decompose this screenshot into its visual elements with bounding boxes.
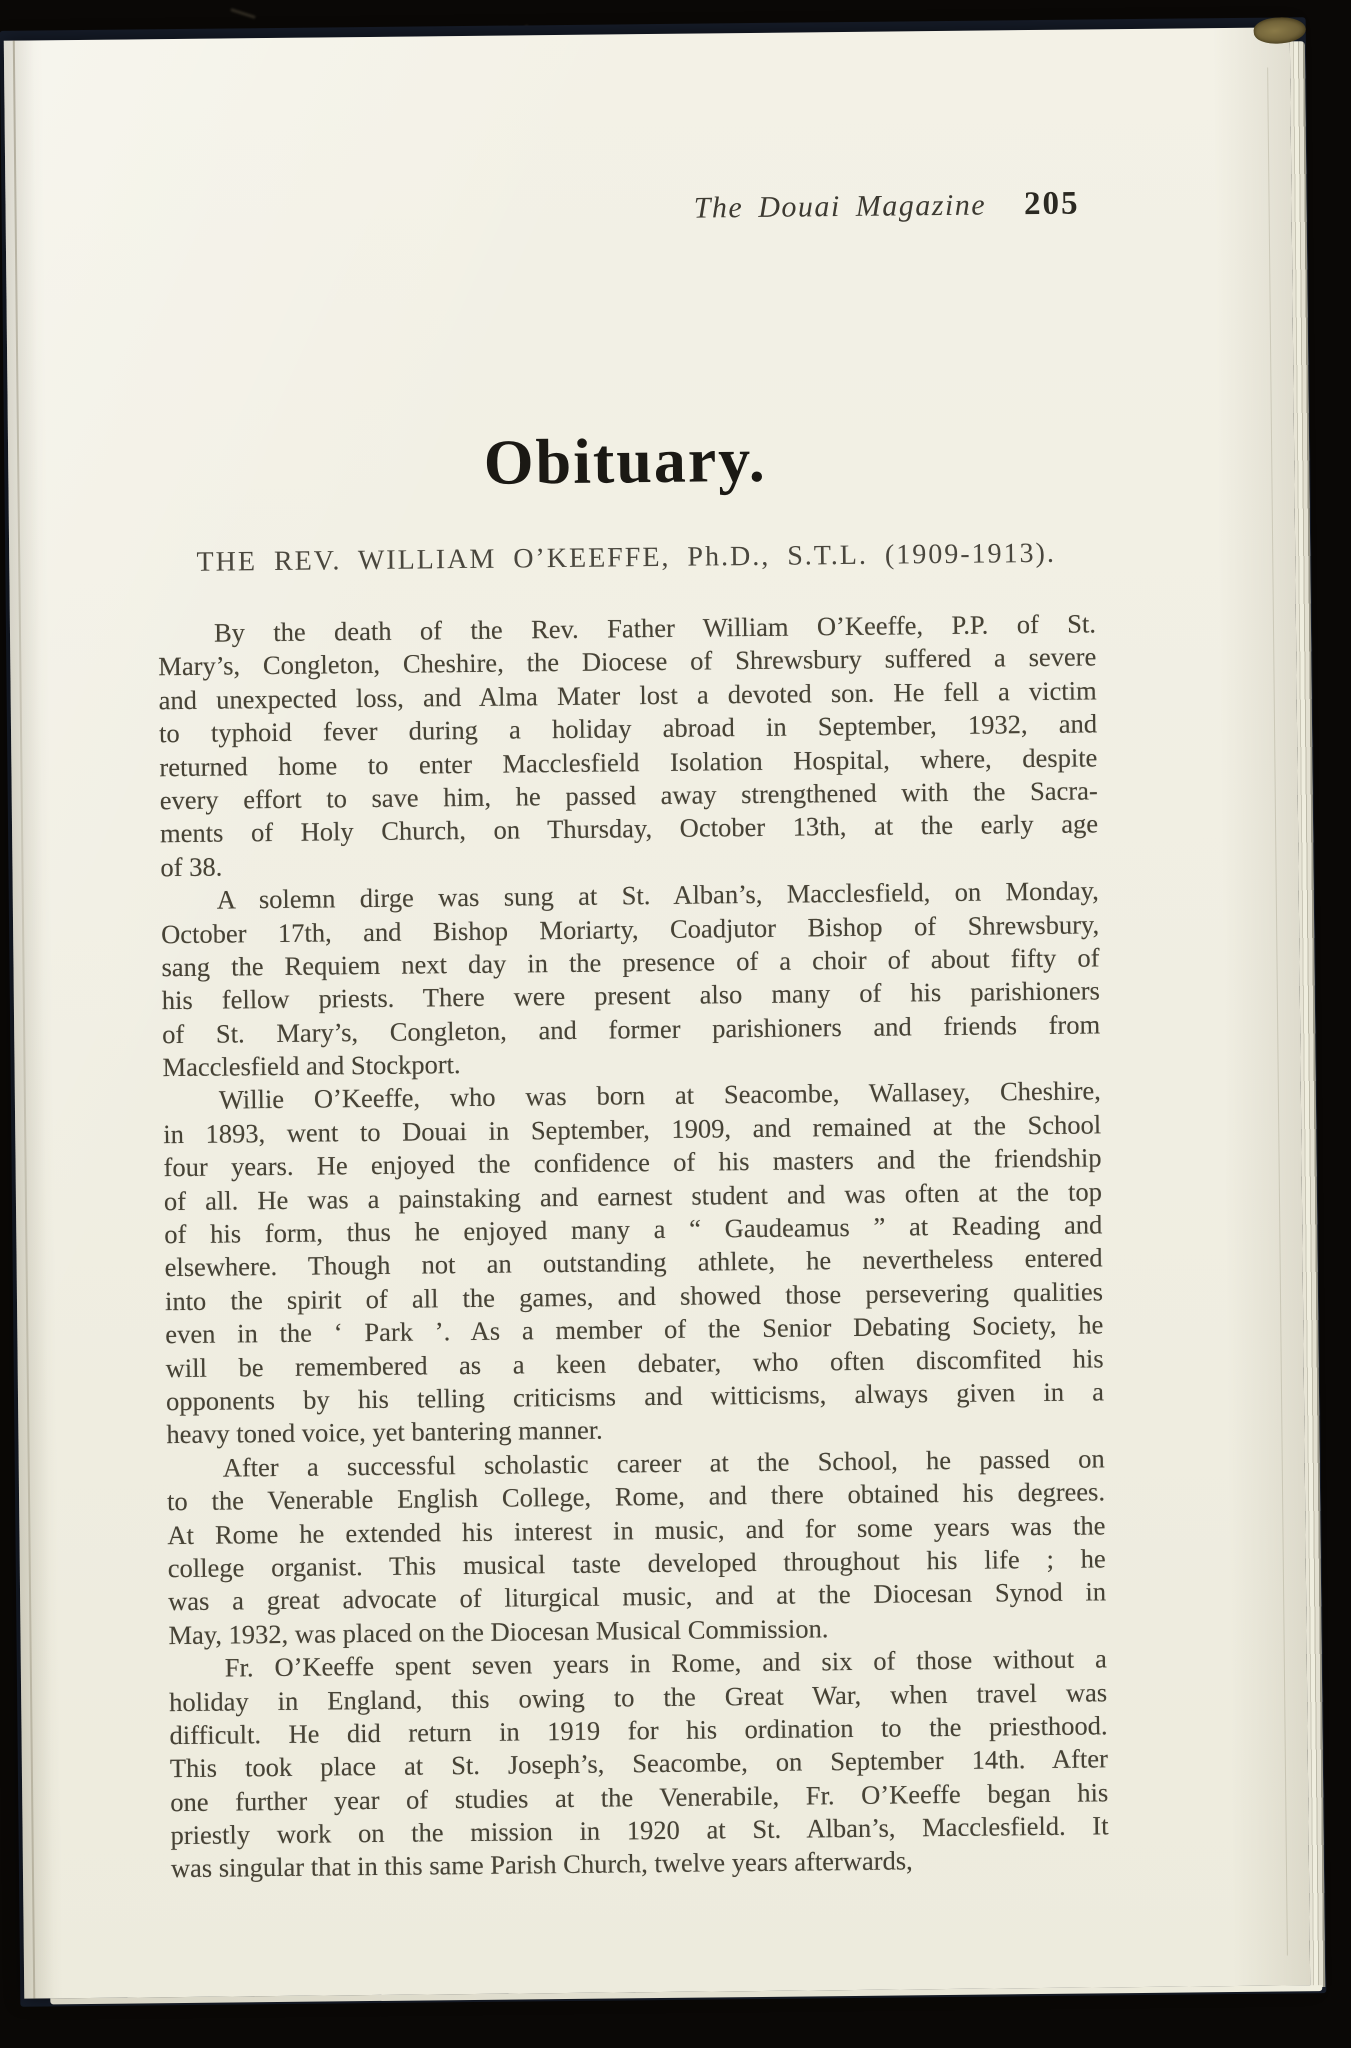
body-line: Mary’s, Congleton, Cheshire, the Diocese of Shrewsbury suffered a severe (158, 641, 1097, 682)
paragraph (161, 874, 1101, 1084)
body-line: At Rome he extended his interest in music, and for some years was the (167, 1509, 1106, 1550)
body-line: priestly work on the mission in 1920 at St. Alban’s, Macclesfield. It (170, 1810, 1109, 1851)
body-line: his fellow priests. There were present also many of his parishioners (161, 975, 1100, 1016)
body-line: one further year of studies at the Venerabile, Fr. O’Keeffe began his (170, 1776, 1109, 1817)
paragraph (163, 1075, 1105, 1452)
body-line: of St. Mary’s, Congleton, and former parishioners and friends from (162, 1009, 1101, 1049)
body-line: in 1893, went to Douai in September, 1909, and remained at the School (163, 1109, 1102, 1150)
body-line: into the spirit of all the games, and showed those persevering qualities (164, 1276, 1104, 1316)
body-line: This took place at St. Joseph’s, Seacombe, on September 14th. After (169, 1743, 1108, 1784)
paragraph (167, 1442, 1107, 1652)
paragraph (169, 1642, 1109, 1886)
body-line: After a successful scholastic career at the School, he passed on (222, 1443, 1105, 1483)
article-subtitle: THE REV. WILLIAM O’KEEFFE, Ph.D., S.T.L. (1909-1913). (196, 537, 1057, 578)
body-line: difficult. He did return in 1919 for his ordination to the priesthood. (169, 1710, 1108, 1751)
page-curvature-line (1267, 68, 1288, 1956)
article-title: Obituary. (483, 423, 768, 498)
body-line: October 17th, and Bishop Moriarty, Coadjutor Bishop of Shrewsbury, (160, 908, 1100, 949)
body-line: to the Venerable English College, Rome, and there obtained his degrees. (166, 1476, 1106, 1517)
paragraph (158, 607, 1099, 884)
body-line: opponents by his telling criticisms and witticisms, always given in a (165, 1376, 1105, 1417)
body-line: will be remembered as a keen debater, who often discomfited his (165, 1342, 1104, 1383)
body-line: four years. He enjoyed the confidence of his masters and the friendship (163, 1142, 1102, 1183)
body-line: of all. He was a painstaking and earnest student and was often at the top (163, 1175, 1103, 1216)
body-line: was a great advocate of liturgical music, and at the Diocesan Synod in (167, 1576, 1107, 1617)
body-line: was singular that in this same Parish Church, twelve years afterwards, (170, 1845, 913, 1884)
body-line: heavy toned voice, yet bantering manner. (166, 1414, 603, 1450)
body-line: returned home to enter Macclesfield Isolation Hospital, where, despite (159, 741, 1098, 782)
dust-fiber (230, 8, 256, 19)
body-line: even in the ‘ Park ’. As a member of the Senior Debating Society, he (165, 1309, 1104, 1350)
body-line: Willie O’Keeffe, who was born at Seacombe, Wallasey, Cheshire, (218, 1075, 1101, 1116)
article-body (158, 607, 1109, 1886)
body-line: ments of Holy Church, on Thursday, October 13th, at the early age (159, 808, 1099, 849)
body-line: May, 1932, was placed on the Diocesan Musical Commission. (168, 1612, 829, 1650)
printed-page-content (152, 29, 1110, 1997)
body-line: By the death of the Rev. Father William O’Keeffe, P.P. of St. (213, 608, 1097, 648)
body-line: every effort to save him, he passed away strengthened with the Sacra- (159, 775, 1098, 816)
body-line: and unexpected loss, and Alma Mater lost a devoted son. He fell a victim (158, 675, 1097, 715)
body-line: of his form, thus he enjoyed many a “ Gaudeamus ” at Reading and (164, 1209, 1103, 1250)
page-stack-fore-edge (1290, 41, 1325, 1987)
body-line: sang the Requiem next day in the presence of a choir of about fifty of (161, 942, 1100, 983)
magazine-title: The Douai Magazine (693, 188, 987, 225)
book-page (4, 27, 1310, 1998)
body-line: A solemn dirge was sung at St. Alban’s, Macclesfield, on Monday, (216, 875, 1099, 915)
running-header (153, 185, 1091, 232)
body-line: to typhoid fever during a holiday abroad in September, 1932, and (158, 708, 1098, 749)
body-line: of 38. (160, 851, 223, 882)
body-line: Macclesfield and Stockport. (162, 1049, 461, 1083)
page-number: 205 (1023, 185, 1080, 223)
body-line: Fr. O’Keeffe spent seven years in Rome, and six of those without a (224, 1643, 1107, 1683)
body-line: college organist. This musical taste developed throughout his life ; he (167, 1543, 1106, 1584)
body-line: holiday in England, this owing to the Great War, when travel was (169, 1676, 1108, 1717)
body-line: elsewhere. Though not an outstanding athlete, he nevertheless entered (164, 1242, 1103, 1283)
